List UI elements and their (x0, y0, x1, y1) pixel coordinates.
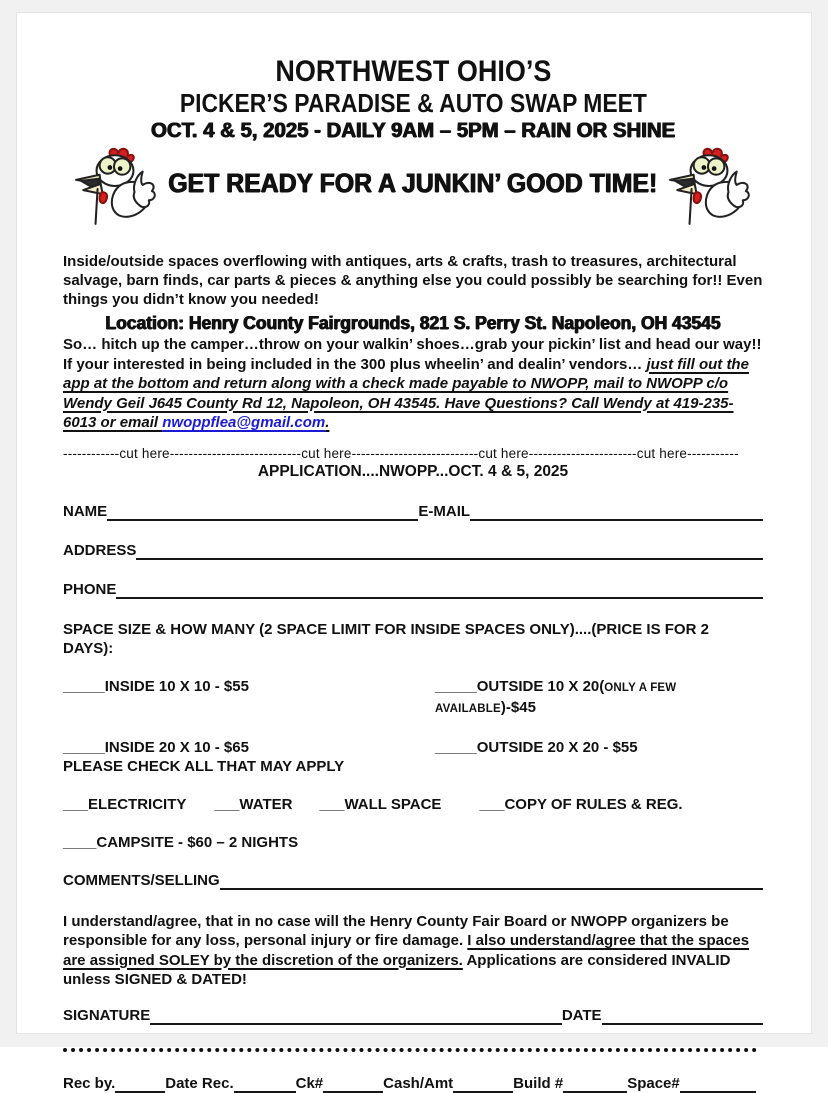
address-input-line (136, 544, 763, 560)
email-link[interactable]: nwoppflea@gmail.com (162, 414, 326, 431)
name-email-row (63, 502, 763, 521)
email-input-line (470, 505, 763, 521)
address-row (63, 541, 763, 560)
comments-label: COMMENTS/SELLING (63, 871, 220, 889)
phone-input-line (116, 583, 763, 599)
chicken-mascot-icon (657, 146, 761, 228)
option-wall-space: ___WALL SPACE (319, 795, 442, 813)
intro-paragraph: Inside/outside spaces overflowing with antiques, arts & crafts, trash to treasures, architectural salvage, barn finds, car parts & pieces & anything else you could possibly be searching for!! Even things you didn’t know you needed! (63, 253, 763, 308)
option-outside-10x20: _____OUTSIDE 10 X 20(ONLY A FEW AVAILABLE)-$45 (435, 677, 677, 716)
flyer-page (16, 12, 812, 1092)
event-title-line1: NORTHWEST OHIO’S (274, 55, 551, 88)
signature-input-line (150, 1009, 562, 1025)
cut-here-line: ------------cut here----------------------------cut here---------------------------cut here-----------------------cut here----------- (63, 445, 739, 461)
option-inside-10x10: _____INSIDE 10 X 10 - $55 (63, 677, 249, 695)
signature-label: SIGNATURE (63, 1006, 151, 1024)
check-all-heading: PLEASE CHECK ALL THAT MAY APPLY (63, 757, 345, 775)
event-date-line: OCT. 4 & 5, 2025 - DAILY 9AM – 5PM – RAIN OR SHINE (150, 119, 676, 142)
option-inside-20x10: _____INSIDE 20 X 10 - $65 (63, 738, 249, 756)
email-label: E-MAIL (418, 502, 471, 520)
date-rec-label: Date Rec. (165, 1074, 234, 1092)
pitch-instructions-underlined: just fill out the app at the bottom and return along with a check made payable to NWOPP, mail to NWOPP c/o Wendy Geil J645 County Rd 12, Napoleon, OH 43545. Have Questions? Call Wendy at 419-235-6013 or email (63, 355, 749, 431)
cash-amt-label: Cash/Amt (383, 1074, 454, 1092)
date-rec-line (234, 1077, 296, 1093)
pitch-text: So… hitch up the camper…throw on your walkin’ shoes…grab your pickin’ list and head our way!! If your interested in being included in the 300 plus wheelin’ and dealin’ vendors… (63, 336, 762, 373)
rec-by-line (115, 1077, 165, 1093)
address-label: ADDRESS (63, 541, 137, 559)
phone-label: PHONE (63, 580, 117, 598)
option-outside-20x20: _____OUTSIDE 20 X 20 - $55 (435, 738, 638, 756)
comments-row (63, 871, 763, 890)
utilities-check-row (63, 795, 763, 814)
option-water: ___WATER (214, 795, 293, 813)
space-options-grid (63, 677, 763, 757)
build-number-label: Build # (513, 1074, 564, 1092)
build-number-line (563, 1077, 627, 1093)
space-number-line (680, 1077, 756, 1093)
header-mascot-row (63, 146, 763, 232)
only-few-available-note: ONLY A FEW AVAILABLE (435, 681, 677, 715)
option-campsite: ____CAMPSITE - $60 – 2 NIGHTS (63, 833, 299, 851)
pitch-period: . (325, 414, 330, 431)
disclaimer-text-2: Applications are considered INVALID unless SIGNED & DATED! (63, 951, 731, 988)
disclaimer-underlined: I also understand/agree that the spaces are assigned SOLEY by the discretion of the organizers. (63, 932, 750, 969)
date-input-line (602, 1009, 763, 1025)
space-size-heading: SPACE SIZE & HOW MANY (2 SPACE LIMIT FOR INSIDE SPACES ONLY)....(PRICE IS FOR 2 DAYS): (63, 620, 709, 657)
application-title: APPLICATION....NWOPP...OCT. 4 & 5, 2025 (257, 462, 569, 480)
signature-date-row (63, 1006, 763, 1025)
option-electricity: ___ELECTRICITY (63, 795, 187, 813)
comments-input-line (220, 874, 763, 890)
location-line: Location: Henry County Fairgrounds, 821 S. Perry St. Napoleon, OH 43545 (105, 313, 721, 333)
ck-number-line (323, 1077, 383, 1093)
name-input-line (107, 505, 418, 521)
ck-number-label: Ck# (295, 1074, 324, 1092)
rec-by-label: Rec by. (63, 1074, 116, 1092)
name-label: NAME (63, 502, 108, 520)
option-copy-of-rules: ___COPY OF RULES & REG. (479, 795, 683, 813)
phone-row (63, 580, 763, 599)
event-tagline: GET READY FOR A JUNKIN’ GOOD TIME! (168, 168, 658, 198)
vendor-pitch-paragraph (63, 335, 763, 433)
event-title-line2: PICKER’S PARADISE & AUTO SWAP MEET (179, 88, 647, 118)
office-use-row (63, 1074, 763, 1093)
date-label: DATE (561, 1006, 602, 1024)
disclaimer-text-1: I understand/agree, that in no case will the Henry County Fair Board or NWOPP organizers be responsible for any loss, personal injury or fire damage. (63, 912, 729, 949)
disclaimer-paragraph (63, 912, 763, 990)
space-number-label: Space# (627, 1074, 680, 1092)
campsite-row (63, 833, 763, 852)
dotted-divider (63, 1048, 757, 1052)
cash-amt-line (453, 1077, 513, 1093)
